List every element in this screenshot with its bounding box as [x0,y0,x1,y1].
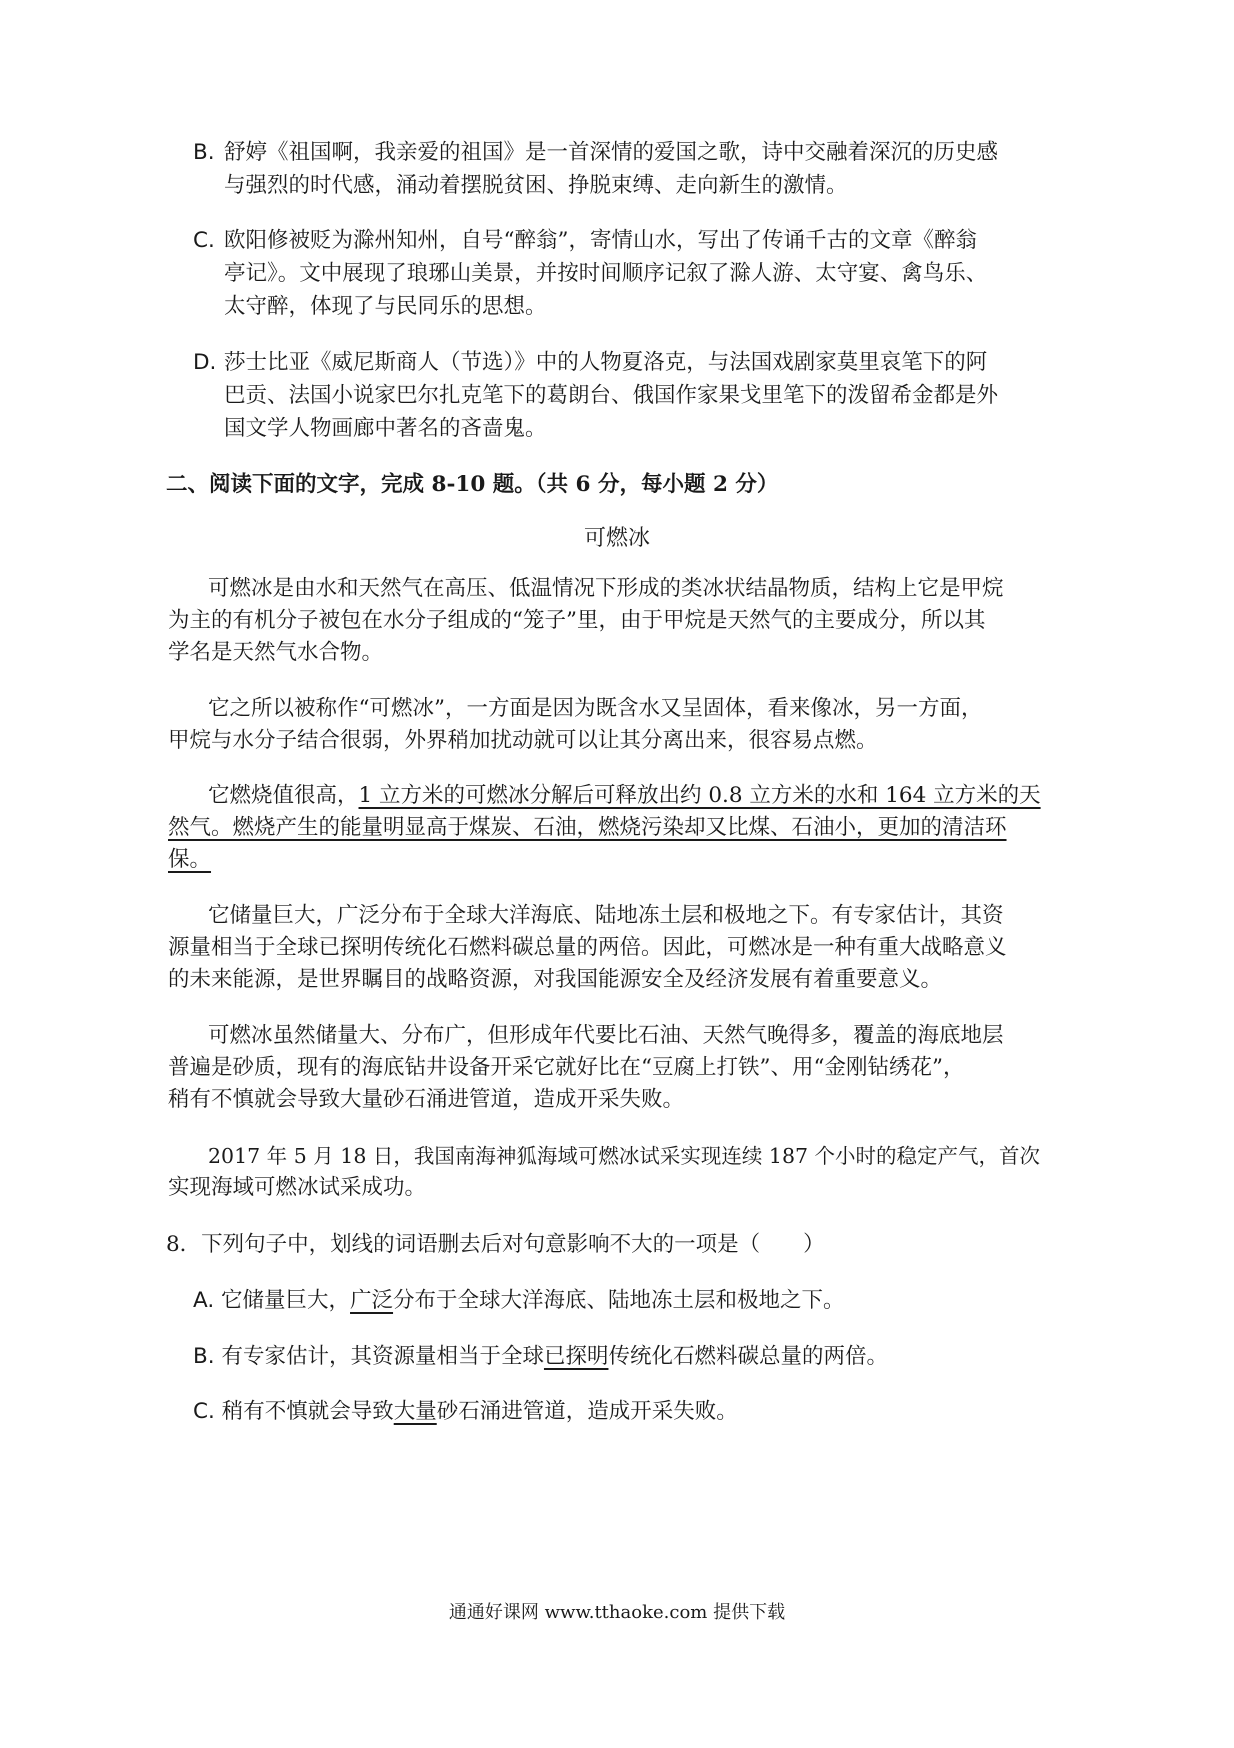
q8-option-c-letter: C. [193,1399,215,1424]
q8-option-a-post: 分布于全球大洋海底、陆地冻土层和极地之下。 [393,1288,845,1313]
question-8-option-c [193,1397,738,1427]
q8-option-b-underlined: 已探明 [543,1344,609,1369]
option-c-line-2: 亭记》。文中展现了琅琊山美景，并按时间顺序记叙了滁人游、太守宴、禽鸟乐、 [224,261,988,286]
q8-option-c-underlined: 大量 [393,1399,437,1424]
paragraph-3-underlined-1: 1 立方米的可燃冰分解后可释放出约 0.8 立方米的水和 164 立方米的天 [358,783,1041,808]
article-title: 可燃冰 [583,526,650,551]
option-d-letter: D. [193,350,217,375]
article-paragraph-3-line-1 [208,781,1041,811]
article-paragraph-5-line-2: 普遍是砂质，现有的海底钻井设备开采它就好比在“豆腐上打铁”、用“金刚钻绣花”， [168,1055,965,1080]
article-paragraph-1-line-1: 可燃冰是由水和天然气在高压、低温情况下形成的类冰状结晶物质，结构上它是甲烷 [208,576,1004,601]
option-d-line-3: 国文学人物画廊中著名的吝啬鬼。 [224,416,547,441]
article-paragraph-2-line-2: 甲烷与水分子结合很弱，外界稍加扰动就可以让其分离出来，很容易点燃。 [168,728,878,753]
q8-option-a-underlined: 广泛 [350,1288,394,1313]
q8-option-c-pre: 稍有不慎就会导致 [221,1399,394,1424]
paragraph-3-underlined-2: 然气。燃烧产生的能量明显高于煤炭、石油，燃烧污染却又比煤、石油小，更加的清洁环 [168,815,1007,840]
article-paragraph-5-line-1: 可燃冰虽然储量大、分布广，但形成年代要比石油、天然气晚得多，覆盖的海底地层 [208,1023,1004,1048]
option-d-line-1: 莎士比亚《威尼斯商人（节选）》中的人物夏洛克，与法国戏剧家莫里哀笔下的阿 [224,350,988,375]
option-b-line-1: 舒婷《祖国啊，我亲爱的祖国》是一首深情的爱国之歌，诗中交融着深沉的历史感 [224,140,999,165]
article-paragraph-4-line-3: 的未来能源，是世界瞩目的战略资源，对我国能源安全及经济发展有着重要意义。 [168,967,943,992]
option-b-letter: B. [193,140,215,165]
option-c-line-3: 太守醉，体现了与民同乐的思想。 [224,294,547,319]
article-paragraph-1-line-3: 学名是天然气水合物。 [168,640,384,665]
q8-option-b-pre: 有专家估计，其资源量相当于全球 [221,1344,544,1369]
article-paragraph-4-line-2: 源量相当于全球已探明传统化石燃料碳总量的两倍。因此，可燃冰是一种有重大战略意义 [168,935,1007,960]
option-c-line-1: 欧阳修被贬为滁州知州，自号“醉翁”，寄情山水，写出了传诵千古的文章《醉翁 [224,228,977,253]
option-b-line-2: 与强烈的时代感，涌动着摆脱贫困、挣脱束缚、走向新生的激情。 [224,173,848,198]
article-paragraph-6-line-1: 2017 年 5 月 18 日，我国南海神狐海域可燃冰试采实现连续 187 个小时的稳定产气，首次 [208,1144,1041,1168]
article-paragraph-6-line-2: 实现海域可燃冰试采成功。 [168,1175,427,1200]
q8-option-c-post: 砂石涌进管道，造成开采失败。 [436,1399,738,1424]
paragraph-3-underlined-3: 保。 [168,847,212,872]
question-8-option-b [193,1342,888,1372]
question-8-option-a [193,1286,845,1316]
q8-option-b-letter: B. [193,1344,215,1369]
section-heading: 二、阅读下面的文字，完成 8-10 题。（共 6 分，每小题 2 分） [166,472,779,497]
q8-option-a-pre: 它储量巨大， [221,1288,351,1313]
question-8-stem: 8．下列句子中，划线的词语删去后对句意影响不大的一项是（ ） [166,1232,825,1257]
option-c-letter: C. [193,228,215,253]
page-footer: 通通好课网 www.tthaoke.com 提供下载 [448,1602,786,1623]
article-paragraph-2-line-1: 它之所以被称作“可燃冰”，一方面是因为既含水又呈固体，看来像冰，另一方面， [208,696,983,721]
paragraph-3-lead: 它燃烧值很高， [208,783,359,808]
q8-option-b-post: 传统化石燃料碳总量的两倍。 [608,1344,888,1369]
article-paragraph-4-line-1: 它储量巨大，广泛分布于全球大洋海底、陆地冻土层和极地之下。有专家估计，其资 [208,903,1004,928]
article-paragraph-1-line-2: 为主的有机分子被包在水分子组成的“笼子”里，由于甲烷是天然气的主要成分，所以其 [168,608,986,633]
article-paragraph-5-line-3: 稍有不慎就会导致大量砂石涌进管道，造成开采失败。 [168,1087,685,1112]
q8-option-a-letter: A. [193,1288,215,1313]
option-d-line-2: 巴贡、法国小说家巴尔扎克笔下的葛朗台、俄国作家果戈里笔下的泼留希金都是外 [224,383,999,408]
